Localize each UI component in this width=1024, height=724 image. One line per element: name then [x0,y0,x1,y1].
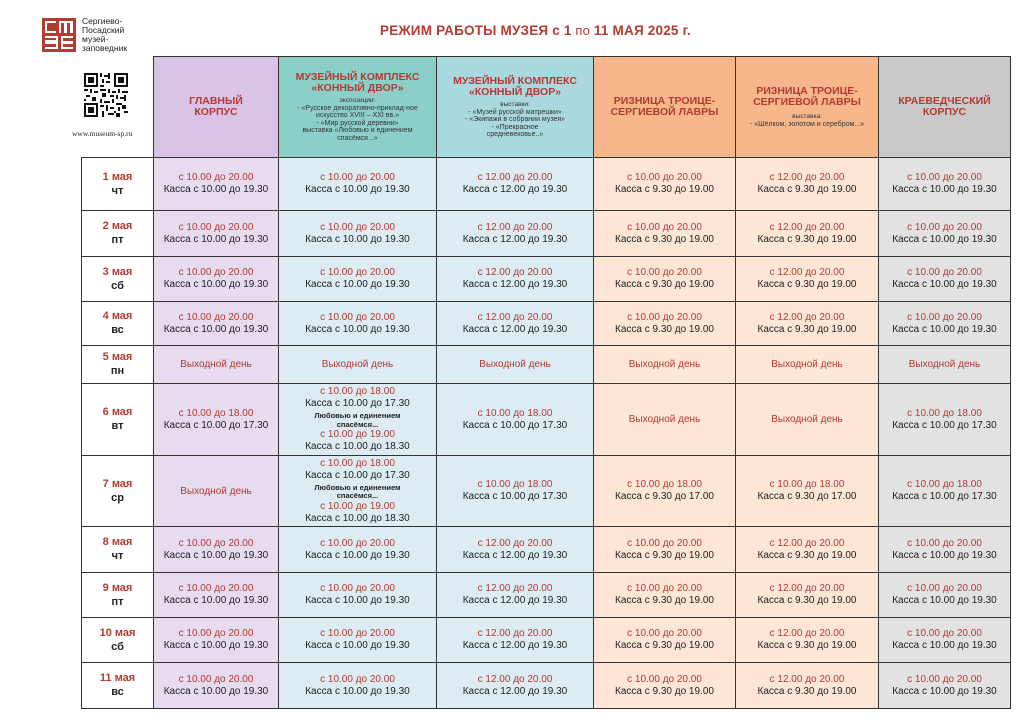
hours-cell [594,456,736,527]
ticket-hours: Касса с 9.30 до 19.00 [757,549,857,561]
hours-cell [154,573,279,618]
hours-cell [154,211,279,257]
open-hours: с 10.00 до 20.00 [320,628,395,639]
ticket-hours: Касса с 10.00 до 19.30 [892,595,997,606]
hours-cell [594,211,736,257]
open-hours: с 10.00 до 18.00 [477,407,553,419]
header-item: - «Экипажи в собрании музея» [464,116,566,123]
open-hours: с 10.00 до 20.00 [627,221,702,233]
day-cell [82,257,154,302]
open-hours: с 10.00 до 20.00 [178,628,254,639]
day-date: 7 мая [102,477,133,490]
ticket-hours: Касса с 12.00 до 19.30 [462,279,568,290]
open-hours: с 10.00 до 19.00 [320,429,395,440]
day-date: 11 мая [99,672,136,684]
day-weekday: вт [111,420,124,432]
header-sacristy-2 [736,57,879,158]
closed-label: Выходной день [771,359,843,370]
header-row [82,57,1011,158]
closed-label: Выходной день [771,414,843,425]
open-hours: с 10.00 до 20.00 [178,311,254,323]
table-row [82,663,1011,709]
open-hours: с 10.00 до 20.00 [907,221,982,233]
header-title: МУЗЕЙНЫЙ КОМПЛЕКС «КОННЫЙ ДВОР» [453,74,577,98]
ticket-hours: Касса с 10.00 до 19.30 [163,323,269,335]
ticket-hours: Касса с 10.00 до 19.30 [305,233,410,245]
open-hours: с 12.00 до 20.00 [477,583,553,594]
hours-cell [736,618,879,663]
hours-cell [279,573,437,618]
open-hours: с 10.00 до 20.00 [907,267,982,278]
day-weekday: пт [111,234,124,246]
day-cell [82,573,154,618]
open-hours: с 10.00 до 20.00 [320,537,395,549]
open-hours: с 12.00 до 20.00 [769,311,845,323]
ticket-hours: Касса с 9.30 до 17.00 [615,491,714,502]
ticket-hours: Касса с 9.30 до 19.00 [615,640,714,651]
open-hours: с 10.00 до 18.00 [627,479,702,490]
header-label: экспозиции: [339,96,376,104]
day-cell [82,211,154,257]
ticket-hours: Касса с 9.30 до 19.00 [615,549,714,561]
table-row [82,211,1011,257]
hours-cell [594,573,736,618]
header-item: - «Музей русской матрешки» [468,108,562,116]
day-weekday: чт [111,550,124,562]
ticket-hours: Касса с 10.00 до 17.30 [892,491,997,502]
website-link[interactable]: www.museum-sp.ru [72,129,133,138]
day-weekday: сб [111,279,124,292]
open-hours: с 12.00 до 20.00 [769,221,845,233]
open-hours: с 10.00 до 20.00 [627,172,702,183]
ticket-hours: Касса с 12.00 до 19.30 [462,323,568,335]
open-hours: с 10.00 до 18.00 [320,457,395,469]
ticket-hours: Касса с 9.30 до 19.00 [615,685,714,697]
ticket-hours: Касса с 10.00 до 17.30 [462,491,568,502]
open-hours: с 10.00 до 18.00 [477,479,553,490]
ticket-hours: Касса с 9.30 до 19.00 [757,640,857,651]
open-hours: с 10.00 до 20.00 [627,583,702,594]
ticket-hours: Касса с 10.00 до 19.30 [163,595,269,606]
hours-cell [154,346,279,384]
ticket-hours: Касса с 9.30 до 19.00 [615,233,714,245]
day-cell [82,456,154,527]
open-hours: с 10.00 до 18.00 [907,407,982,419]
open-hours: с 10.00 до 20.00 [627,673,702,685]
hours-cell [594,384,736,456]
hours-cell [736,211,879,257]
day-cell [82,384,154,456]
hours-cell [594,346,736,384]
open-hours: с 12.00 до 20.00 [769,628,845,639]
closed-label: Выходной день [180,485,252,497]
ticket-hours: Касса с 10.00 до 19.30 [163,685,269,697]
open-hours: с 10.00 до 18.00 [769,479,845,490]
header-title: МУЗЕЙНЫЙ КОМПЛЕКС «КОННЫЙ ДВОР» [295,70,420,94]
table-row [82,527,1011,573]
hours-cell [279,302,437,346]
hours-cell [154,158,279,211]
hours-cell [879,618,1011,663]
open-hours: с 10.00 до 20.00 [320,311,395,323]
open-hours: с 10.00 до 20.00 [178,673,254,685]
hours-cell [437,346,594,384]
ticket-hours: Касса с 9.30 до 19.00 [615,595,714,606]
table-row [82,456,1011,527]
open-hours: с 12.00 до 20.00 [477,673,553,685]
day-date: 1 мая [102,170,133,183]
header-item: выставка «Любовью и единением спасёмся...» [302,127,413,142]
ticket-hours: Касса с 10.00 до 19.30 [305,685,410,697]
hours-cell [437,302,594,346]
closed-label: Выходной день [180,359,252,370]
header-title: РИЗНИЦА ТРОИЦЕ-СЕРГИЕВОЙ ЛАВРЫ [610,95,719,118]
hours-cell [594,302,736,346]
open-hours: с 10.00 до 20.00 [907,583,982,594]
hours-cell [594,663,736,709]
open-hours: с 10.00 до 20.00 [178,267,254,278]
ticket-hours: Касса с 9.30 до 19.00 [757,279,857,290]
header-label: выставки: [500,100,530,108]
open-hours: с 12.00 до 20.00 [769,267,845,278]
hours-cell [437,573,594,618]
closed-label: Выходной день [908,359,981,370]
day-date: 9 мая [102,581,133,594]
day-cell [82,618,154,663]
day-cell [82,302,154,346]
ticket-hours: Касса с 9.30 до 19.00 [757,685,857,697]
open-hours: с 10.00 до 20.00 [178,172,254,183]
hours-cell [437,257,594,302]
open-hours: с 10.00 до 20.00 [907,537,982,549]
ticket-hours: Касса с 10.00 до 19.30 [305,184,410,195]
day-date: 10 мая [99,626,136,639]
header-corner [82,57,154,158]
open-hours: с 10.00 до 20.00 [627,537,702,549]
ticket-hours: Касса с 10.00 до 19.30 [163,279,269,290]
hours-cell [279,618,437,663]
hours-cell [736,302,879,346]
hours-cell [879,158,1011,211]
ticket-hours: Касса с 10.00 до 19.30 [892,279,997,290]
hours-cell [736,573,879,618]
open-hours: с 10.00 до 18.00 [178,407,254,419]
hours-cell [279,384,437,456]
open-hours: с 12.00 до 20.00 [477,628,553,639]
hours-cell [736,158,879,211]
open-hours: с 10.00 до 20.00 [627,311,702,323]
open-hours: с 12.00 до 20.00 [769,673,845,685]
hours-cell [437,211,594,257]
open-hours: с 10.00 до 20.00 [178,583,254,594]
ticket-hours: Касса с 10.00 до 17.30 [892,419,997,431]
table-row [82,618,1011,663]
open-hours: с 12.00 до 20.00 [477,172,553,183]
ticket-hours: Касса с 10.00 до 19.30 [892,184,997,195]
day-date: 5 мая [102,351,133,363]
closed-label: Выходной день [628,414,701,425]
header-item: - «Прекрасное средневековье..» [486,123,544,138]
hours-cell [879,527,1011,573]
ticket-hours: Касса с 10.00 до 17.30 [305,469,410,481]
page-title [380,23,691,38]
logo-line: Посадский [82,25,125,35]
open-hours: с 10.00 до 20.00 [907,628,982,639]
day-weekday: вс [111,324,124,336]
hours-cell [879,663,1011,709]
header-horse-yard-1 [279,57,437,158]
hours-cell [879,302,1011,346]
ticket-hours: Касса с 12.00 до 19.30 [462,595,568,606]
hours-cell [879,211,1011,257]
schedule-table [81,56,1011,709]
closed-label: Выходной день [628,359,701,370]
open-hours: с 12.00 до 20.00 [477,311,553,323]
open-hours: с 10.00 до 20.00 [907,311,982,323]
ticket-hours: Касса с 10.00 до 19.30 [892,685,997,697]
title-part: по [571,23,594,38]
hours-cell [594,257,736,302]
day-cell [82,527,154,573]
ticket-hours: Касса с 10.00 до 19.30 [305,323,410,335]
hours-cell [879,257,1011,302]
table-row [82,384,1011,456]
day-weekday: чт [111,184,124,197]
logo-line: музей- [82,34,109,44]
hours-cell [154,527,279,573]
day-weekday: вс [111,686,124,698]
day-cell [82,663,154,709]
logo-line: Сергиево- [82,16,123,26]
ticket-hours: Касса с 12.00 до 19.30 [462,184,568,195]
open-hours: с 10.00 до 18.00 [907,479,982,490]
open-hours: с 10.00 до 20.00 [907,172,982,183]
ticket-hours: Касса с 10.00 до 19.30 [892,233,997,245]
day-date: 2 мая [102,220,133,232]
header-label: выставка: [792,112,822,120]
day-cell [82,158,154,211]
logo-line: заповедник [82,43,128,53]
hours-cell [154,663,279,709]
hours-cell [154,302,279,346]
open-hours: с 10.00 до 20.00 [627,628,702,639]
hours-cell [279,158,437,211]
header-horse-yard-2 [437,57,594,158]
hours-cell [879,346,1011,384]
hours-cell [879,384,1011,456]
ticket-hours: Касса с 12.00 до 19.30 [462,640,568,651]
day-date: 6 мая [102,406,133,418]
day-cell [82,346,154,384]
ticket-hours: Касса с 10.00 до 17.30 [462,419,568,431]
table-row [82,346,1011,384]
ticket-hours: Касса с 9.30 до 19.00 [615,323,714,335]
day-date: 4 мая [102,310,133,322]
ticket-hours: Касса с 12.00 до 19.30 [462,685,568,697]
hours-cell [279,663,437,709]
hours-cell [154,456,279,527]
hours-cell [879,573,1011,618]
ticket-hours: Касса с 10.00 до 19.30 [163,184,269,195]
day-weekday: ср [111,491,124,504]
open-hours: с 10.00 до 20.00 [627,267,702,278]
open-hours: с 12.00 до 20.00 [477,221,553,233]
header-title: ГЛАВНЫЙ КОРПУС [189,95,243,118]
open-hours: с 12.00 до 20.00 [477,537,553,549]
ticket-hours: Касса с 10.00 до 19.30 [305,595,410,606]
header-title: КРАЕВЕДЧЕСКИЙ КОРПУС [898,95,991,118]
ticket-hours: Касса с 9.30 до 17.00 [757,491,857,502]
hours-cell [154,618,279,663]
hours-cell [879,456,1011,527]
open-hours: с 12.00 до 20.00 [477,267,553,278]
hours-cell [437,158,594,211]
exhibition-name: Любовью и единением спасёмся... [314,411,401,429]
header-local-history [879,57,1011,158]
ticket-hours: Касса с 10.00 до 19.30 [163,549,269,561]
hours-cell [279,346,437,384]
day-date: 8 мая [102,536,133,548]
hours-cell [437,618,594,663]
closed-label: Выходной день [479,359,551,370]
ticket-hours: Касса с 10.00 до 17.30 [163,419,269,431]
header-item: - «Шёлком, золотом и серебром...» [749,120,865,128]
day-date: 3 мая [102,265,133,278]
ticket-hours: Касса с 10.00 до 19.30 [892,549,997,561]
hours-cell [279,527,437,573]
hours-cell [736,527,879,573]
open-hours: с 12.00 до 20.00 [769,172,845,183]
hours-cell [279,456,437,527]
title-part: 11 МАЯ 2025 г. [593,23,691,38]
museum-logo-text [82,17,182,53]
ticket-hours: Касса с 12.00 до 19.30 [462,549,568,561]
header-item: - «Мир русской деревни» [316,119,399,127]
ticket-hours: Касса с 10.00 до 19.30 [305,640,410,651]
ticket-hours: Касса с 10.00 до 19.30 [892,323,997,335]
hours-cell [594,527,736,573]
hours-cell [437,384,594,456]
hours-cell [594,618,736,663]
hours-cell [437,527,594,573]
table-row [82,302,1011,346]
hours-cell [437,663,594,709]
day-weekday: пт [111,595,124,608]
table-row [82,573,1011,618]
hours-cell [279,257,437,302]
open-hours: с 10.00 до 18.00 [320,386,395,397]
exhibition-name: Любовью и единением спасёмся... [314,482,401,500]
open-hours: с 12.00 до 20.00 [769,537,845,549]
ticket-hours: Касса с 10.00 до 18.30 [305,512,410,524]
ticket-hours: Касса с 10.00 до 19.30 [305,549,410,561]
ticket-hours: Касса с 10.00 до 17.30 [305,398,410,409]
ticket-hours: Касса с 12.00 до 19.30 [462,233,568,245]
ticket-hours: Касса с 9.30 до 19.00 [757,233,857,245]
ticket-hours: Касса с 10.00 до 19.30 [163,640,269,651]
hours-cell [736,257,879,302]
open-hours: с 10.00 до 20.00 [178,221,254,233]
ticket-hours: Касса с 10.00 до 19.30 [892,640,997,651]
open-hours: с 10.00 до 20.00 [178,537,254,549]
hours-cell [736,346,879,384]
closed-label: Выходной день [321,359,394,370]
ticket-hours: Касса с 9.30 до 19.00 [757,184,857,195]
open-hours: с 10.00 до 20.00 [320,673,395,685]
day-weekday: сб [111,640,124,653]
hours-cell [154,257,279,302]
header-sacristy-1 [594,57,736,158]
ticket-hours: Касса с 9.30 до 19.00 [757,323,857,335]
ticket-hours: Касса с 10.00 до 19.30 [163,233,269,245]
hours-cell [736,384,879,456]
open-hours: с 10.00 до 20.00 [320,267,395,278]
open-hours: с 10.00 до 20.00 [907,673,982,685]
ticket-hours: Касса с 9.30 до 19.00 [615,279,714,290]
hours-cell [279,211,437,257]
day-weekday: пн [110,365,125,377]
open-hours: с 10.00 до 19.00 [320,500,395,512]
ticket-hours: Касса с 9.30 до 19.00 [757,595,857,606]
museum-logo [42,18,162,58]
header-item: - «Русское декоративно-приклад-ное искусство XVIII – XXI вв.» [297,104,418,120]
ticket-hours: Касса с 10.00 до 18.30 [305,441,410,452]
hours-cell [736,663,879,709]
header-main-building [154,57,279,158]
hours-cell [594,158,736,211]
hours-cell [154,384,279,456]
title-part: РЕЖИМ РАБОТЫ МУЗЕЯ с 1 [380,23,572,38]
open-hours: с 10.00 до 20.00 [320,583,395,594]
open-hours: с 10.00 до 20.00 [320,172,395,183]
museum-logo-mark-icon [42,18,76,52]
hours-cell [736,456,879,527]
table-row [82,158,1011,211]
ticket-hours: Касса с 10.00 до 19.30 [305,279,410,290]
ticket-hours: Касса с 9.30 до 19.00 [615,184,714,195]
open-hours: с 10.00 до 20.00 [320,221,395,233]
table-row [82,257,1011,302]
hours-cell [437,456,594,527]
open-hours: с 12.00 до 20.00 [769,583,845,594]
header-title: РИЗНИЦА ТРОИЦЕ-СЕРГИЕВОЙ ЛАВРЫ [753,84,861,108]
